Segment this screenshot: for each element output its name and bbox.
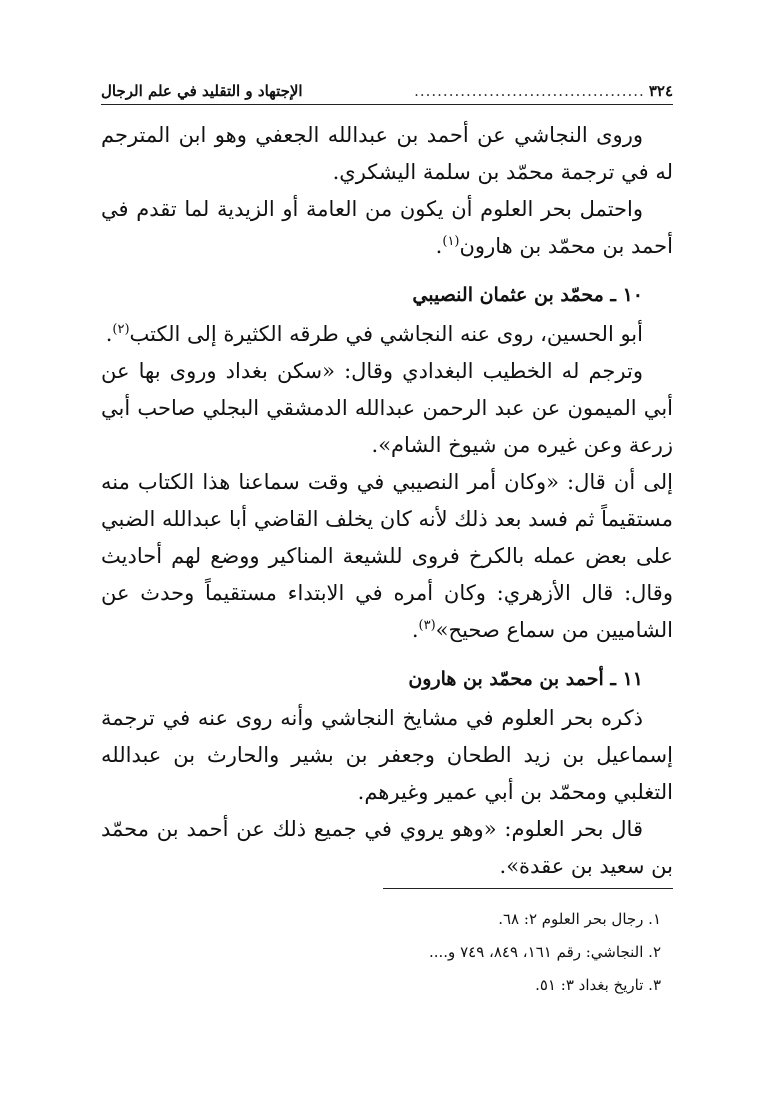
- period: .: [105, 322, 113, 346]
- header-rule: [101, 104, 673, 105]
- footnote-ref: (٣): [418, 618, 436, 633]
- paragraph: وروى النجاشي عن أحمد بن عبدالله الجعفي وهو ابن المترجم له في ترجمة محمّد بن سلمة اليشكري.: [101, 123, 673, 184]
- entry-heading-10: ١٠ ـ محمّد بن عثمان النصيبي: [412, 284, 643, 306]
- paragraph: ذكره بحر العلوم في مشايخ النجاشي وأنه روى عنه في ترجمة إسماعيل بن زيد الطحان وجعفر بن بشير والحارث بن عبدالله التغلبي ومحمّد بن أبي عمير وغيرهم.: [101, 706, 673, 804]
- paragraph-text: واحتمل بحر العلوم أن يكون من العامة أو الزيدية لما تقدم في أحمد بن محمّد بن هارون: [101, 197, 673, 258]
- footnote-3: ٣. تاريخ بغداد ٣: ٥١.: [535, 976, 661, 994]
- page-number: ٣٢٤: [648, 82, 673, 100]
- running-header: [101, 78, 673, 104]
- leader-dots: ........................................: [414, 82, 645, 100]
- paragraph: [101, 191, 673, 265]
- footnotes: [101, 903, 673, 1002]
- footnote-ref: (١): [442, 234, 460, 249]
- paragraph: [101, 464, 673, 649]
- paragraph: قال بحر العلوم: «وهو يروي في جميع ذلك عن أحمد بن محمّد بن سعيد بن عقدة».: [101, 817, 673, 878]
- paragraph-text: إلى أن قال: «وكان أمر النصيبي في وقت سماعنا هذا الكتاب منه مستقيماً ثم فسد بعد ذلك لأنه كان يخلف القاضي أبا عبدالله الضبي على بعض عمله بالكرخ فروى للشيعة المناكير ووضع لهم أحاديث وقال: قال الأزهري: وكان أمره في الابتداء مستقيماً وحدث عن الشاميين من سماع صحيح»: [101, 470, 673, 642]
- paragraph-text: أبو الحسين، روى عنه النجاشي في طرقه الكثيرة إلى الكتب: [129, 322, 643, 346]
- paragraph: وترجم له الخطيب البغدادي وقال: «سكن بغداد وروى بها عن أبي الميمون عن عبد الرحمن عبدالله الدمشقي البجلي صاحب أبي زرعة وعن غيره من شيوخ الشام».: [101, 359, 673, 457]
- paragraph: [101, 316, 673, 353]
- footnote-ref: (٢): [112, 322, 130, 337]
- period: .: [411, 618, 419, 642]
- body-text: [101, 117, 673, 885]
- entry-heading-11: ١١ ـ أحمد بن محمّد بن هارون: [408, 668, 643, 690]
- footnote-1: ١. رجال بحر العلوم ٢: ٦٨.: [498, 910, 661, 928]
- running-title: الإجتهاد و التقليد في علم الرجال: [101, 82, 303, 100]
- footnote-2: ٢. النجاشي: رقم ١٦١، ٨٤٩، ٧٤٩ و....: [428, 943, 661, 961]
- footnote-rule: [383, 888, 673, 889]
- period: .: [435, 234, 443, 258]
